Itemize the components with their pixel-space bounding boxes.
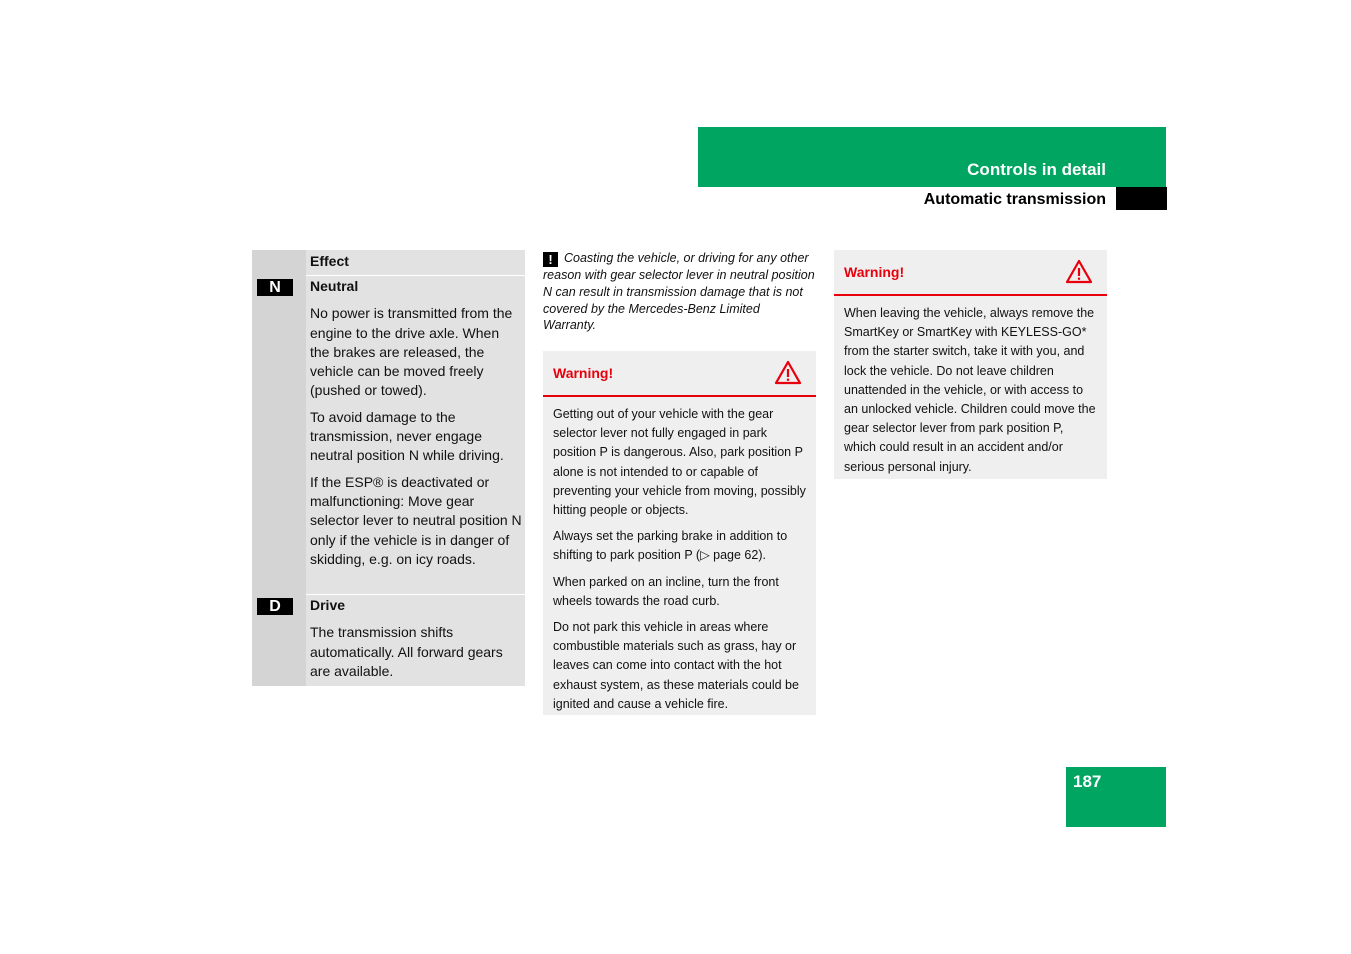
warning-paragraph: When leaving the vehicle, always remove the SmartKey or SmartKey with KEYLESS-GO* from the starter switch, take it with you, and lock the vehicle. Do not leave children unattended in the vehicle, or with access to an unlocked vehicle. Children could move the gear selector lever from park position P, which could result in an accident and/or serious personal injury. — [844, 306, 1096, 474]
row-title: Drive — [310, 597, 346, 613]
warning-paragraph: Getting out of your vehicle with the gear selector lever not fully engaged in park position P is dangerous. Also, park position P alone is not intended to or capable of preventing your vehicle from moving, possibly hitting people or objects. — [553, 407, 806, 518]
table-header-effect: Effect — [310, 253, 349, 269]
row-title: Neutral — [310, 278, 359, 294]
warning-body — [834, 296, 1107, 485]
warning-paragraph: Do not park this vehicle in areas where combustible materials such as grass, hay or leaves can come into contact with the hot exhaust system, as these materials could be ignited and cause a vehicle fire. — [553, 620, 799, 711]
warning-label: Warning! — [553, 365, 614, 381]
gear-badge-n: N — [257, 279, 293, 296]
row-divider — [306, 594, 525, 595]
header-marker-block — [1116, 187, 1167, 210]
warning-label: Warning! — [844, 264, 905, 280]
caution-note — [543, 250, 816, 334]
row-paragraph: To avoid damage to the transmission, never engage neutral position N while driving. — [310, 408, 504, 464]
gear-badge-d: D — [257, 598, 293, 615]
gear-column — [252, 250, 306, 686]
warning-header — [543, 351, 816, 397]
warning-box-parking — [543, 351, 816, 715]
row-content — [310, 277, 522, 576]
warning-triangle-icon — [774, 360, 802, 385]
page-number: 187 — [1073, 772, 1102, 791]
warning-triangle-icon — [1065, 259, 1093, 284]
exclamation-icon: ! — [543, 252, 558, 267]
row-paragraph: No power is transmitted from the engine to the drive axle. When the brakes are released, the vehicle can be moved freely (pushed or towed). — [310, 305, 513, 399]
warning-header — [834, 250, 1107, 296]
row-paragraph: If the ESP® is deactivated or malfunctioning: Move gear selector lever to neutral position N only if the vehicle is in danger of skidding, e.g. on icy roads. — [310, 473, 522, 567]
warning-paragraph: When parked on an incline, turn the front wheels towards the road curb. — [553, 574, 779, 608]
warning-paragraph: Always set the parking brake in addition to shifting to park position P (▷ page 62). — [553, 529, 788, 563]
warning-body — [543, 397, 816, 722]
warning-box-children — [834, 250, 1107, 479]
section-title: Controls in detail — [967, 160, 1106, 179]
row-paragraph: The transmission shifts automatically. All forward gears are available. — [310, 624, 503, 679]
row-content — [310, 596, 522, 688]
section-subtitle: Automatic transmission — [923, 191, 1106, 208]
row-divider — [306, 275, 525, 276]
note-text: Coasting the vehicle, or driving for any other reason with gear selector lever in neutral position N can result in transmission damage that is not covered by the Mercedes-Benz Limited Warranty. — [543, 251, 815, 333]
gear-table — [252, 250, 525, 686]
